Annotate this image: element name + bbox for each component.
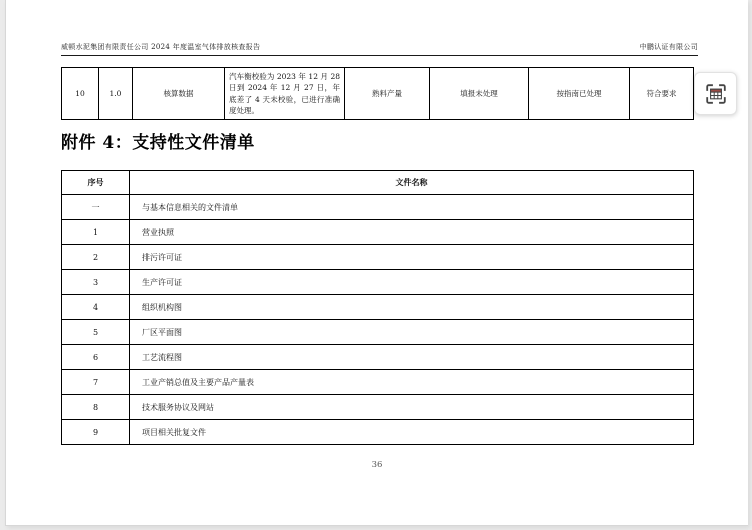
cell-filename: 项目相关批复文件 bbox=[130, 420, 694, 445]
table-row bbox=[62, 345, 694, 370]
cell-filename: 与基本信息相关的文件清单 bbox=[130, 195, 694, 220]
cell-index: 8 bbox=[62, 395, 130, 420]
table-capture-button[interactable] bbox=[694, 72, 737, 115]
running-header bbox=[61, 42, 698, 56]
cell-index: 1 bbox=[62, 220, 130, 245]
verification-findings-table bbox=[61, 67, 694, 120]
cell-category: 核算数据 bbox=[133, 68, 225, 120]
cell-filename: 厂区平面图 bbox=[130, 320, 694, 345]
cell-report-state: 填报未处理 bbox=[430, 68, 529, 120]
column-header-filename: 文件名称 bbox=[130, 171, 694, 195]
cell-filename: 组织机构图 bbox=[130, 295, 694, 320]
table-row bbox=[62, 370, 694, 395]
cell-parameter: 熟料产量 bbox=[345, 68, 430, 120]
table-row bbox=[62, 395, 694, 420]
cell-filename: 营业执照 bbox=[130, 220, 694, 245]
cell-index: 7 bbox=[62, 370, 130, 395]
attachment-heading: 附件 4：支持性文件清单 bbox=[61, 133, 255, 153]
cell-index: 3 bbox=[62, 270, 130, 295]
cell-index: 一 bbox=[62, 195, 130, 220]
cell-version: 1.0 bbox=[99, 68, 133, 120]
header-left-title: 威顿水泥集团有限责任公司 2024 年度温室气体排放核查报告 bbox=[61, 43, 261, 51]
cell-description: 汽车衡校验为 2023 年 12 月 28 日到 2024 年 12 月 27 日，年底差了 4 天未校验，已进行准确度处理。 bbox=[225, 68, 345, 120]
table-row bbox=[62, 320, 694, 345]
cell-index: 5 bbox=[62, 320, 130, 345]
cell-index: 9 bbox=[62, 420, 130, 445]
supporting-documents-table bbox=[61, 170, 694, 445]
cell-index: 2 bbox=[62, 245, 130, 270]
cell-index: 6 bbox=[62, 345, 130, 370]
table-row bbox=[62, 295, 694, 320]
cell-index: 4 bbox=[62, 295, 130, 320]
cell-conclusion: 符合要求 bbox=[630, 68, 694, 120]
table-row bbox=[62, 270, 694, 295]
cell-filename: 技术服务协议及网站 bbox=[130, 395, 694, 420]
table-row bbox=[62, 245, 694, 270]
page-number: 36 bbox=[371, 460, 383, 470]
cell-index: 10 bbox=[62, 68, 99, 120]
table-capture-icon bbox=[704, 82, 728, 106]
table-row bbox=[62, 420, 694, 445]
cell-filename: 排污许可证 bbox=[130, 245, 694, 270]
table-header-row bbox=[62, 171, 694, 195]
table-row bbox=[62, 195, 694, 220]
cell-filename: 工业产销总值及主要产品产量表 bbox=[130, 370, 694, 395]
cell-handle-state: 按指南已处理 bbox=[529, 68, 630, 120]
cell-filename: 工艺流程图 bbox=[130, 345, 694, 370]
table-row bbox=[62, 68, 694, 120]
document-page bbox=[5, 0, 748, 526]
table-row bbox=[62, 220, 694, 245]
header-right-company: 中鹏认证有限公司 bbox=[639, 43, 698, 51]
cell-filename: 生产许可证 bbox=[130, 270, 694, 295]
column-header-index: 序号 bbox=[62, 171, 130, 195]
